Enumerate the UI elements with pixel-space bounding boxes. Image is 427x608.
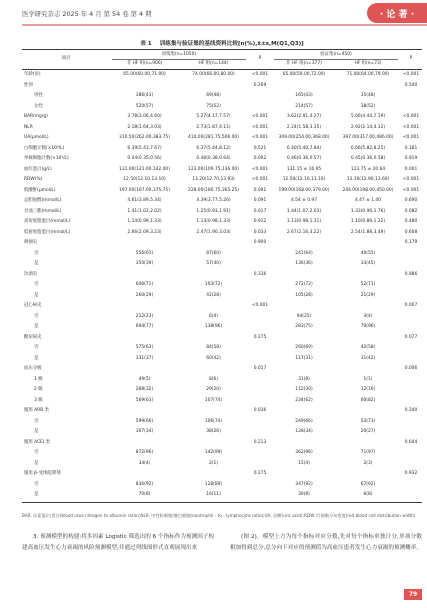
table-row bbox=[22, 291, 422, 301]
non-hf-training-value: 70(8) bbox=[138, 492, 151, 497]
p-validation-value: <0.001 bbox=[402, 124, 420, 130]
hf-training-value: 107(74) bbox=[204, 397, 223, 403]
row-label: 血压分级 bbox=[24, 366, 42, 371]
non-hf-validation-value: 94(25) bbox=[296, 313, 312, 319]
p-validation-value: 0.919 bbox=[404, 156, 418, 161]
non-hf-training-value: 4.61(3.89,5.34) bbox=[127, 198, 162, 203]
table-row bbox=[22, 448, 422, 458]
table-row bbox=[22, 133, 422, 143]
hf-training-value: 87(60) bbox=[206, 250, 221, 256]
non-hf-validation-value: 2.24(1.58,3.35) bbox=[286, 124, 322, 130]
table-row bbox=[22, 406, 422, 416]
hf-validation-value: 1.33(0.96,1.76) bbox=[350, 208, 386, 214]
hf-validation-value: 67(92) bbox=[360, 481, 376, 487]
table-row bbox=[22, 207, 422, 217]
row-label: 男性 bbox=[34, 93, 43, 98]
non-hf-training-value: 1.14(0.99,1.33) bbox=[127, 219, 162, 224]
p-training-value: 0.900 bbox=[253, 240, 267, 245]
p-validation-value: 0.986 bbox=[404, 271, 418, 277]
non-hf-training-value: 212(23) bbox=[135, 313, 154, 319]
p-training-value: <0.001 bbox=[251, 135, 269, 140]
non-hf-training-value: 34(4) bbox=[138, 460, 151, 466]
hf-training-value: 38(26) bbox=[206, 429, 221, 434]
p-validation-value: <0.001 bbox=[402, 177, 420, 182]
hf-training-value: 13.20(12.70,13.93) bbox=[192, 177, 235, 182]
section-badge: · 论 著 · bbox=[367, 3, 427, 23]
row-label: 饮酒史 bbox=[24, 271, 38, 277]
table-caption-text: 训练集与验证集的基线资料比较[n(%),x̄±s,M(Q1,Q3)] bbox=[159, 41, 304, 47]
non-hf-training-value: 6.39(5.43,7.67) bbox=[127, 145, 162, 151]
hf-validation-value: 42(58) bbox=[360, 345, 376, 350]
non-hf-training-value: 386(43) bbox=[135, 93, 154, 98]
page-header bbox=[0, 0, 427, 30]
row-label: 冠心病史 bbox=[24, 303, 42, 308]
p-validation-value: 0.077 bbox=[404, 334, 418, 340]
row-label: 女性 bbox=[34, 103, 43, 109]
table-row bbox=[22, 154, 422, 164]
non-hf-training-value: 310.50(262.00,383.75) bbox=[119, 135, 170, 140]
non-hf-validation-value: 131.15 ± 16.95 bbox=[286, 166, 322, 172]
table-row bbox=[22, 123, 422, 133]
hf-validation-value: 53(73) bbox=[360, 418, 376, 424]
table-row bbox=[22, 427, 422, 437]
row-label: 吸烟史 bbox=[24, 240, 38, 245]
hf-validation-value: 6.66(5.82,8.25) bbox=[350, 145, 386, 151]
row-label: 白细胞计数(×10⁹/L) bbox=[24, 145, 65, 151]
non-hf-validation-value: 309.00(254.00,368.00) bbox=[278, 135, 330, 140]
hf-training-value: 8(6) bbox=[208, 376, 218, 382]
header-item: 项目 bbox=[61, 56, 71, 61]
non-hf-validation-value: 241(64) bbox=[295, 250, 313, 256]
row-label: 单核细胞计数(×10⁹/L) bbox=[24, 156, 69, 161]
hf-training-value: 228.00(186.75,365.25) bbox=[188, 187, 239, 193]
hf-training-value: 6.37(5.44,8.12) bbox=[196, 145, 231, 151]
non-hf-validation-value: 362(96) bbox=[295, 450, 313, 455]
non-hf-validation-value: 214(57) bbox=[295, 103, 313, 109]
table-number: 表 1 bbox=[140, 41, 152, 47]
row-label: 是 bbox=[34, 261, 39, 266]
hf-training-value: 75(52) bbox=[206, 103, 221, 109]
non-hf-training-value: 575(63) bbox=[135, 345, 154, 350]
p-training-value: <0.001 bbox=[251, 177, 269, 182]
p-training-value: 0.275 bbox=[253, 471, 267, 476]
table-row bbox=[22, 417, 422, 427]
hf-validation-value: 4.47 ± 1.40 bbox=[354, 198, 382, 203]
hf-validation-value: 0.45(0.36,0.58) bbox=[350, 156, 386, 161]
hf-validation-value: 71(97) bbox=[360, 450, 376, 455]
p-training-value: 0.033 bbox=[253, 229, 267, 235]
table-row bbox=[22, 196, 422, 206]
hf-training-value: 1.13(0.98,1.33) bbox=[196, 219, 231, 224]
table-row bbox=[22, 81, 422, 91]
hf-training-value: 410.00(281.75,506.00) bbox=[188, 135, 239, 140]
hf-validation-value: 20(27) bbox=[360, 429, 376, 434]
row-label: 否 bbox=[34, 345, 39, 350]
header-hf-training: HF 组(n=144) bbox=[198, 61, 229, 66]
hf-training-value: 5.27(4.17,7.57) bbox=[196, 114, 231, 119]
p-training-value: 0.336 bbox=[253, 271, 267, 277]
non-hf-validation-value: 0.46(0.36,0.57) bbox=[286, 156, 322, 161]
row-label: BAR(mg/g) bbox=[24, 114, 48, 119]
p-training-value: 0.001 bbox=[253, 187, 267, 193]
non-hf-training-value: 131.00(121.00,142.00) bbox=[119, 166, 170, 172]
p-validation-value: 0.932 bbox=[404, 471, 418, 476]
table-row bbox=[22, 459, 422, 469]
hf-training-value: 2(1) bbox=[208, 460, 218, 466]
row-label: 高密度脂蛋白(mmol/L) bbox=[24, 219, 71, 224]
hf-validation-value: 33(45) bbox=[360, 261, 376, 266]
hf-training-value: 57(40) bbox=[206, 261, 221, 266]
hf-validation-value: 6(8) bbox=[363, 492, 373, 497]
hf-training-value: 69(48) bbox=[206, 93, 221, 98]
row-label: 服用 ACEI 类 bbox=[24, 439, 51, 445]
hf-validation-value: 397.00(317.00,486.00) bbox=[342, 135, 394, 140]
hf-validation-value: 3(4) bbox=[363, 313, 373, 319]
p-validation-value: 0.082 bbox=[404, 208, 418, 214]
p-training-value: 0.036 bbox=[253, 408, 267, 413]
table-row bbox=[22, 480, 422, 490]
p-training-value: <0.001 bbox=[251, 166, 269, 172]
non-hf-validation-value: 117(31) bbox=[295, 355, 313, 361]
non-hf-validation-value: 65.00(59.00,72.00) bbox=[282, 72, 326, 77]
hf-validation-value: 38(52) bbox=[360, 103, 376, 109]
row-label: 否 bbox=[34, 418, 39, 424]
non-hf-training-value: 599(66) bbox=[135, 418, 154, 424]
table-row bbox=[22, 438, 422, 448]
body-paragraph-right bbox=[230, 532, 422, 553]
non-hf-training-value: 836(92) bbox=[135, 481, 154, 487]
header-divider bbox=[22, 24, 427, 26]
non-hf-validation-value: 136(36) bbox=[295, 261, 313, 266]
hf-validation-value: 60(82) bbox=[360, 397, 376, 403]
table-row bbox=[22, 396, 422, 406]
non-hf-validation-value: 1.13(0.98,1.31) bbox=[286, 219, 322, 224]
row-label: 总胆固醇(mmol/L) bbox=[24, 198, 62, 203]
table-row bbox=[22, 385, 422, 395]
row-label: 否 bbox=[34, 250, 39, 256]
non-hf-training-value: 49(5) bbox=[138, 376, 151, 382]
non-hf-training-value: 331(37) bbox=[135, 355, 154, 361]
hf-training-value: 41(28) bbox=[206, 292, 221, 298]
journal-running-header: 医学研究杂志 2025 年 4 月 第 54 卷 第 4 期 bbox=[22, 10, 152, 18]
non-hf-validation-value: 31(8) bbox=[298, 376, 310, 382]
non-hf-validation-value: 165(43) bbox=[295, 93, 313, 98]
non-hf-training-value: 65.00(60.00,71.00) bbox=[123, 72, 166, 77]
table-row bbox=[22, 354, 422, 364]
row-label: 血红蛋白(g/L) bbox=[24, 166, 52, 172]
p-training-value: 0.275 bbox=[253, 334, 267, 340]
table-row bbox=[22, 469, 422, 479]
table-row bbox=[22, 322, 422, 332]
body-text-right: (图 2)。模型上方为每个指标对应分数,先对每个指标单独计分,单项分数相加得到总分,总分向下对应的预测值为高血压患者发生心力衰竭的预测概率。 bbox=[230, 534, 422, 551]
non-hf-validation-value: 260(69) bbox=[295, 345, 313, 350]
header-non-hf-training: 非 HF 组(n=906) bbox=[126, 61, 163, 66]
non-hf-training-value: 0.44(0.35,0.56) bbox=[127, 156, 162, 161]
hf-training-value: 2.47(1.90,3.03) bbox=[196, 229, 231, 235]
table-caption bbox=[22, 39, 422, 47]
table-row bbox=[22, 144, 422, 154]
row-label: NLR bbox=[24, 124, 33, 130]
row-label: RDW(%) bbox=[24, 177, 43, 182]
p-training-value: <0.001 bbox=[251, 124, 269, 130]
table-row bbox=[22, 228, 422, 238]
hf-validation-value: 2(3) bbox=[363, 460, 373, 466]
non-hf-validation-value: 15(4) bbox=[298, 460, 310, 466]
hf-training-value: 142(99) bbox=[204, 450, 223, 455]
hf-training-value: 128(89) bbox=[204, 481, 223, 487]
non-hf-training-value: 350(39) bbox=[135, 261, 154, 266]
hf-validation-value: 2.92(2.14,4.32) bbox=[350, 124, 386, 130]
hf-validation-value: 52(71) bbox=[360, 282, 376, 287]
non-hf-validation-value: 1.44(1.07,2.03) bbox=[286, 208, 322, 214]
non-hf-training-value: 307(34) bbox=[135, 429, 154, 434]
row-label: 是 bbox=[34, 292, 39, 298]
p-validation-value: 0.540 bbox=[404, 82, 418, 88]
table-row bbox=[22, 490, 422, 500]
non-hf-validation-value: 347(92) bbox=[295, 481, 313, 487]
p-validation-value: <0.001 bbox=[402, 72, 420, 77]
non-hf-training-value: 3.78(3.06,4.60) bbox=[127, 114, 162, 119]
table-row bbox=[22, 301, 422, 311]
table-row bbox=[22, 112, 422, 122]
non-hf-training-value: 694(77) bbox=[135, 324, 154, 329]
non-hf-validation-value: 112(30) bbox=[295, 387, 313, 392]
row-label: 否 bbox=[34, 481, 39, 487]
non-hf-validation-value: 6.40(5.40,7.84) bbox=[286, 145, 322, 151]
non-hf-validation-value: 249(66) bbox=[295, 418, 313, 424]
row-label: 服用 β-受体阻滞剂 bbox=[24, 471, 61, 476]
p-validation-value: <0.001 bbox=[402, 135, 420, 140]
row-label: 肌酸酐(μmol/L) bbox=[24, 187, 56, 193]
hf-validation-value: 244.00(198.00,450.00) bbox=[342, 187, 394, 193]
non-hf-training-value: 569(63) bbox=[135, 397, 154, 403]
p-validation-value: 0.480 bbox=[404, 219, 418, 224]
row-label: 否 bbox=[34, 313, 39, 319]
non-hf-validation-value: 105(28) bbox=[295, 292, 313, 298]
hf-validation-value: 13.10(12.90,13.60) bbox=[346, 177, 390, 182]
table-row bbox=[22, 238, 422, 248]
header-p-validation: P bbox=[409, 56, 413, 61]
hf-validation-value: 71.00(64.00,79.00) bbox=[346, 72, 390, 77]
row-label: 甘油三酯(mmol/L) bbox=[24, 208, 62, 214]
row-label: 3 级 bbox=[34, 397, 43, 403]
hf-training-value: 138(96) bbox=[204, 324, 223, 329]
p-training-value: 0.213 bbox=[253, 439, 267, 445]
table-row bbox=[22, 333, 422, 343]
hf-training-value: 0.48(0.38,0.64) bbox=[196, 156, 231, 161]
hf-validation-value: 21(29) bbox=[360, 292, 376, 298]
hf-validation-value: 40(55) bbox=[360, 250, 376, 256]
table-row bbox=[22, 186, 422, 196]
p-validation-value: <0.001 bbox=[402, 187, 420, 193]
row-label: 低密度脂蛋白(mmol/L) bbox=[24, 229, 71, 235]
p-validation-value: 0.340 bbox=[404, 408, 418, 413]
p-validation-value: 0.179 bbox=[404, 240, 418, 245]
p-training-value: 0.002 bbox=[253, 156, 267, 161]
hf-validation-value: 5.66(4.44,7.19) bbox=[350, 114, 386, 119]
p-validation-value: 0.001 bbox=[404, 166, 418, 172]
page-number: 79 bbox=[404, 589, 422, 600]
header-p-training: P bbox=[258, 56, 262, 61]
hf-validation-value: 31(42) bbox=[360, 355, 376, 361]
table-bottom-rule bbox=[22, 502, 422, 503]
non-hf-validation-value: 12.50(12.10,13.10) bbox=[282, 177, 326, 182]
non-hf-validation-value: 30(8) bbox=[298, 492, 310, 497]
hf-training-value: 16(11) bbox=[206, 492, 221, 497]
hf-validation-value: 1.10(0.89,1.32) bbox=[350, 219, 386, 224]
row-label: 1 级 bbox=[34, 376, 43, 382]
non-hf-training-value: 12.50(12.10,13.10) bbox=[123, 177, 166, 182]
table-footnote: BAR. 尿素氮/白蛋白(blood urea nitrogen to albumin ratio);NLR. 中性粒细胞/淋巴细胞(neutrophil - to - lymphocyte ratio);UA. 尿酸(uric acid);RDW. 红细胞分布宽度(red blood cell distribution width) bbox=[22, 513, 416, 518]
hf-training-value: 29(20) bbox=[206, 387, 221, 392]
hf-validation-value: 70(96) bbox=[360, 324, 376, 329]
non-hf-validation-value: 199.00(168.00,379.00) bbox=[278, 187, 330, 193]
table-row bbox=[22, 102, 422, 112]
non-hf-validation-value: 234(62) bbox=[295, 397, 313, 403]
non-hf-training-value: 2.18(1.64,3.03) bbox=[127, 124, 162, 130]
p-training-value: <0.001 bbox=[251, 114, 269, 119]
non-hf-training-value: 197.00(167.00,375.75) bbox=[119, 187, 170, 193]
row-label: 糖尿病史 bbox=[24, 334, 42, 340]
p-validation-value: 0.181 bbox=[404, 145, 418, 151]
p-training-value: 0.091 bbox=[253, 198, 267, 203]
row-label: UA(μmol/L) bbox=[24, 135, 49, 140]
body-text-left: 3. 预测模型的构建:将多因素 Logistic 筛选出的 6 个指标作为预测因子构建高血压发生心力衰竭的风险预测模型,并通过列线图形式直观展现出来 bbox=[22, 534, 214, 551]
non-hf-training-value: 1.41(1.03,2.02) bbox=[127, 208, 162, 214]
p-validation-value: 0.690 bbox=[404, 198, 418, 203]
p-validation-value: 0.006 bbox=[404, 366, 418, 371]
non-hf-validation-value: 272(72) bbox=[295, 282, 313, 287]
table-row bbox=[22, 375, 422, 385]
row-label: 否 bbox=[34, 282, 39, 287]
hf-validation-value: 2.54(1.88,3.49) bbox=[350, 229, 386, 235]
p-training-value: 0.269 bbox=[253, 82, 267, 88]
table-row bbox=[22, 175, 422, 185]
p-validation-value: <0.001 bbox=[402, 114, 420, 119]
non-hf-validation-value: 2.67(2.16,3.22) bbox=[286, 229, 322, 235]
row-label: 年龄(岁) bbox=[24, 72, 41, 77]
row-label: 2 级 bbox=[34, 387, 43, 392]
table-row bbox=[22, 91, 422, 101]
hf-training-value: 106(74) bbox=[204, 418, 223, 424]
hf-training-value: 6(4) bbox=[208, 313, 218, 319]
table-row bbox=[22, 364, 422, 374]
row-label: 性别 bbox=[24, 82, 33, 88]
header-training-set: 训练集(n=1050) bbox=[161, 52, 197, 57]
p-training-value: <0.001 bbox=[251, 72, 269, 77]
non-hf-training-value: 2.66(2.09,3.23) bbox=[127, 229, 162, 235]
hf-validation-value: 123.75 ± 20.64 bbox=[350, 166, 386, 172]
hf-validation-value: 12(16) bbox=[360, 387, 376, 392]
p-training-value: 0.017 bbox=[253, 366, 267, 371]
p-validation-value: 0.644 bbox=[404, 439, 418, 445]
non-hf-validation-value: 4.54 ± 0.97 bbox=[290, 198, 318, 203]
header-hf-validation: HF 组(n=73) bbox=[354, 61, 382, 66]
table-row bbox=[22, 70, 422, 80]
hf-training-value: 123.00(109.75,136.00) bbox=[188, 166, 239, 172]
hf-training-value: 4.39(3.77,5.26) bbox=[196, 198, 231, 203]
table-row bbox=[22, 343, 422, 353]
row-label: 是 bbox=[34, 429, 39, 434]
non-hf-training-value: 520(57) bbox=[135, 103, 154, 109]
table-row bbox=[22, 312, 422, 322]
row-label: 服用 ARB 类 bbox=[24, 408, 50, 413]
table-row bbox=[22, 249, 422, 259]
row-label: 是 bbox=[34, 460, 39, 466]
p-training-value: 0.912 bbox=[253, 219, 267, 224]
header-non-hf-validation: 非 HF 组(n=377) bbox=[286, 61, 322, 66]
non-hf-training-value: 872(96) bbox=[135, 450, 154, 455]
p-training-value: <0.001 bbox=[251, 303, 269, 308]
hf-training-value: 1.25(0.93,1.91) bbox=[196, 208, 231, 214]
row-label: 是 bbox=[34, 492, 39, 497]
row-label: 是 bbox=[34, 324, 39, 329]
hf-training-value: 2.73(1.87,4.11) bbox=[196, 124, 231, 130]
hf-validation-value: 1(1) bbox=[363, 376, 373, 382]
body-paragraph-left bbox=[22, 532, 214, 553]
table-row bbox=[22, 165, 422, 175]
table-row bbox=[22, 280, 422, 290]
header-validation-set: 验证集(n=450) bbox=[320, 52, 352, 57]
hf-training-value: 84(58) bbox=[206, 345, 221, 350]
table-row bbox=[22, 217, 422, 227]
hf-training-value: 60(42) bbox=[206, 355, 221, 361]
p-validation-value: 0.608 bbox=[404, 229, 418, 235]
table-row bbox=[22, 270, 422, 280]
non-hf-training-value: 260(29) bbox=[135, 292, 154, 298]
non-hf-training-value: 646(71) bbox=[135, 282, 154, 287]
p-training-value: 0.521 bbox=[253, 145, 267, 151]
non-hf-validation-value: 128(34) bbox=[295, 429, 313, 434]
hf-training-value: 74.00(66.00,80.00) bbox=[192, 72, 235, 77]
p-validation-value: 0.007 bbox=[404, 303, 418, 308]
hf-validation-value: 35(48) bbox=[360, 93, 376, 98]
non-hf-validation-value: 283(75) bbox=[295, 324, 313, 329]
row-label: 是 bbox=[34, 355, 39, 361]
hf-training-value: 103(72) bbox=[204, 282, 223, 287]
non-hf-training-value: 288(32) bbox=[135, 387, 154, 392]
p-training-value: 0.017 bbox=[253, 208, 267, 214]
row-label: 否 bbox=[34, 450, 39, 455]
non-hf-training-value: 556(61) bbox=[135, 250, 154, 256]
table-row bbox=[22, 259, 422, 269]
non-hf-validation-value: 3.62(2.91,4.27) bbox=[286, 114, 322, 119]
